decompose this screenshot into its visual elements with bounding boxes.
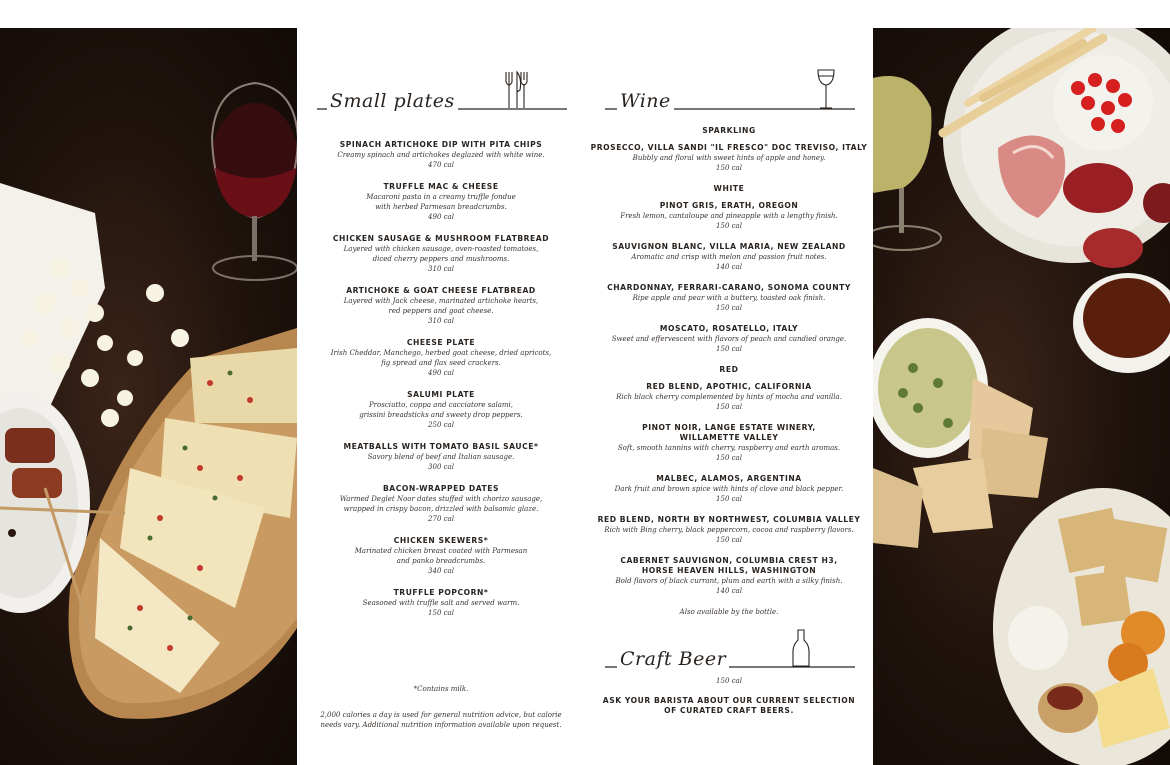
- menu-item-name: TRUFFLE MAC & CHEESE: [383, 182, 499, 191]
- wine-item: [585, 283, 873, 313]
- nutrition-note: [311, 710, 571, 730]
- menu-item-calories: 300 cal: [428, 463, 454, 471]
- menu-item-name: BACON-WRAPPED DATES: [382, 484, 500, 493]
- wine-calories: 150 cal: [716, 403, 742, 411]
- menu-item-description: diced cherry peppers and mushrooms.: [372, 255, 510, 263]
- menu-item-description: Layered with chicken sausage, oven-roasted tomatoes,: [343, 245, 539, 253]
- menu-item-name: TRUFFLE POPCORN*: [393, 588, 489, 597]
- wine-description: Ripe apple and pear with a buttery, toasted oak finish.: [632, 294, 826, 302]
- menu-item: [297, 390, 585, 430]
- wine-calories: 150 cal: [716, 345, 742, 353]
- menu-item: [297, 442, 585, 472]
- menu-item-name: SALUMI PLATE: [407, 390, 475, 399]
- menu-item-description: Prosciutto, coppa and cacciatore salami,: [368, 401, 514, 409]
- menu-item-calories: 250 cal: [428, 421, 454, 429]
- craft-beer-heading: [605, 626, 855, 676]
- small-plates-heading: [317, 68, 567, 118]
- craft-beer-cal: 150 cal: [716, 677, 742, 685]
- ask-line: ASK YOUR BARISTA ABOUT OUR CURRENT SELECTION: [602, 696, 856, 705]
- wine-name: RED BLEND, APOTHIC, CALIFORNIA: [646, 382, 812, 391]
- menu-item-calories: 490 cal: [428, 369, 454, 377]
- menu-item-description: grissini breadsticks and sweety drop peppers.: [359, 411, 523, 419]
- wine-calories: 150 cal: [716, 495, 742, 503]
- menu-item-description: Creamy spinach and artichokes deglazed with white wine.: [337, 151, 545, 159]
- menu-item: [297, 140, 585, 170]
- wine-description: Bubbly and floral with sweet hints of apple and honey.: [632, 154, 826, 162]
- wine-name: RED BLEND, NORTH BY NORTHWEST, COLUMBIA VALLEY: [597, 515, 861, 524]
- contains-milk-note: *Contains milk.: [413, 685, 469, 693]
- wine-name: WILLAMETTE VALLEY: [679, 433, 779, 442]
- wine-name: MOSCATO, ROSATELLO, ITALY: [659, 324, 799, 333]
- menu-item: [297, 536, 585, 576]
- menu-item-calories: 490 cal: [428, 213, 454, 221]
- menu-item-description: Warmed Deglet Noor dates stuffed with chorizo sausage,: [339, 495, 543, 503]
- wine-calories: 140 cal: [716, 587, 742, 595]
- wine-calories: 140 cal: [716, 263, 742, 271]
- wine-calories: 150 cal: [716, 222, 742, 230]
- wine-description: Soft, smooth tannins with cherry, raspberry and earth aromas.: [617, 444, 841, 452]
- food-photo-left: [0, 28, 297, 765]
- wine-item: [585, 324, 873, 354]
- wine-description: Fresh lemon, cantaloupe and pineapple with a lengthy finish.: [620, 212, 838, 220]
- food-photo-right: [873, 28, 1170, 765]
- menu-item: [297, 588, 585, 618]
- wine-panel: [585, 28, 873, 765]
- wine-calories: 150 cal: [716, 164, 742, 172]
- menu-item-calories: 310 cal: [428, 265, 454, 273]
- wine-item: [585, 242, 873, 272]
- menu-item-description: Layered with Jack cheese, marinated artichoke hearts,: [343, 297, 539, 305]
- wine-name: MALBEC, ALAMOS, ARGENTINA: [656, 474, 802, 483]
- wine-calories: 150 cal: [716, 304, 742, 312]
- wine-name: CHARDONNAY, FERRARI-CARANO, SONOMA COUNTY: [607, 283, 851, 292]
- menu-item-name: CHICKEN SKEWERS*: [393, 536, 489, 545]
- menu-item-name: ARTICHOKE & GOAT CHEESE FLATBREAD: [346, 286, 536, 295]
- wine-item: [585, 382, 873, 412]
- small-plates-list: [297, 140, 585, 630]
- menu-item-description: wrapped in crispy bacon, drizzled with balsamic glaze.: [343, 505, 539, 513]
- wine-name: SAUVIGNON BLANC, VILLA MARIA, NEW ZEALAND: [612, 242, 846, 251]
- wine-description: Dark fruit and brown spice with hints of clove and black pepper.: [614, 485, 844, 493]
- ask-line: OF CURATED CRAFT BEERS.: [664, 706, 794, 715]
- menu-item-description: and panko breadcrumbs.: [396, 557, 486, 565]
- menu-item-description: Irish Cheddar, Manchego, herbed goat cheese, dried apricots,: [330, 349, 552, 357]
- menu-item-calories: 270 cal: [428, 515, 454, 523]
- wine-title: Wine: [617, 90, 674, 112]
- menu-item-description: Marinated chicken breast coated with Parmesan: [354, 547, 528, 555]
- menu-item: [297, 484, 585, 524]
- wine-name: PINOT GRIS, ERATH, OREGON: [659, 201, 799, 210]
- nutrition-line: 2,000 calories a day is used for general nutrition advice, but calorie: [320, 711, 562, 719]
- wine-name: CABERNET SAUVIGNON, COLUMBIA CREST H3,: [620, 556, 838, 565]
- wine-item: [585, 201, 873, 231]
- menu-item-name: CHEESE PLATE: [406, 338, 476, 347]
- ask-barista-note: [595, 696, 863, 716]
- menu-item-name: MEATBALLS WITH TOMATO BASIL SAUCE*: [343, 442, 539, 451]
- wine-item: [585, 515, 873, 545]
- wine-heading: [605, 68, 855, 118]
- small-plates-panel: [297, 28, 585, 765]
- wine-description: Sweet and effervescent with flavors of peach and candied orange.: [611, 335, 847, 343]
- menu-item-name: SPINACH ARTICHOKE DIP WITH PITA CHIPS: [339, 140, 543, 149]
- menu-item-description: Seasoned with truffle salt and served warm.: [362, 599, 520, 607]
- food-photo-left-illustration: [0, 28, 297, 765]
- nutrition-line: needs vary. Additional nutrition information available upon request.: [320, 721, 562, 729]
- menu-item-name: CHICKEN SAUSAGE & MUSHROOM FLATBREAD: [332, 234, 550, 243]
- wine-calories: 150 cal: [716, 536, 742, 544]
- wine-section-label: WHITE: [713, 184, 745, 193]
- menu-item-description: Savory blend of beef and Italian sausage.: [367, 453, 515, 461]
- menu-item-description: Macaroni pasta in a creamy truffle fondue: [366, 193, 516, 201]
- wine-description: Rich black cherry complemented by hints of mocha and vanilla.: [616, 393, 842, 401]
- small-plates-title: Small plates: [327, 90, 458, 112]
- wine-name: PROSECCO, VILLA SANDI "IL FRESCO" DOC TREVISO, ITALY: [590, 143, 868, 152]
- wine-description: Bold flavors of black currant, plum and earth with a silky finish.: [615, 577, 843, 585]
- food-photo-right-illustration: [873, 28, 1170, 765]
- wine-name: HORSE HEAVEN HILLS, WASHINGTON: [641, 566, 817, 575]
- menu-item: [297, 182, 585, 222]
- wine-name: PINOT NOIR, LANGE ESTATE WINERY,: [642, 423, 816, 432]
- wine-description: Rich with Bing cherry, black peppercorn, cocoa and raspberry flavors.: [604, 526, 854, 534]
- menu-item: [297, 286, 585, 326]
- wine-list: [585, 126, 873, 617]
- menu-item-calories: 470 cal: [428, 161, 454, 169]
- menu-item-description: with herbed Parmesan breadcrumbs.: [375, 203, 507, 211]
- wine-item: [585, 423, 873, 463]
- menu-item-calories: 340 cal: [428, 567, 454, 575]
- wine-item: [585, 143, 873, 173]
- wine-section-label: SPARKLING: [702, 126, 756, 135]
- menu-item-description: red peppers and goat cheese.: [388, 307, 494, 315]
- wine-description: Aromatic and crisp with melon and passion fruit notes.: [631, 253, 827, 261]
- craft-beer-title: Craft Beer: [617, 648, 729, 670]
- menu-item-calories: 310 cal: [428, 317, 454, 325]
- menu-item: [297, 338, 585, 378]
- bottle-note: Also available by the bottle.: [679, 608, 779, 616]
- menu-item: [297, 234, 585, 274]
- wine-calories: 150 cal: [716, 454, 742, 462]
- wine-item: [585, 474, 873, 504]
- wine-section-label: RED: [719, 365, 739, 374]
- menu-item-description: fig spread and flax seed crackers.: [381, 359, 501, 367]
- menu-item-calories: 150 cal: [428, 609, 454, 617]
- wine-item: [585, 556, 873, 596]
